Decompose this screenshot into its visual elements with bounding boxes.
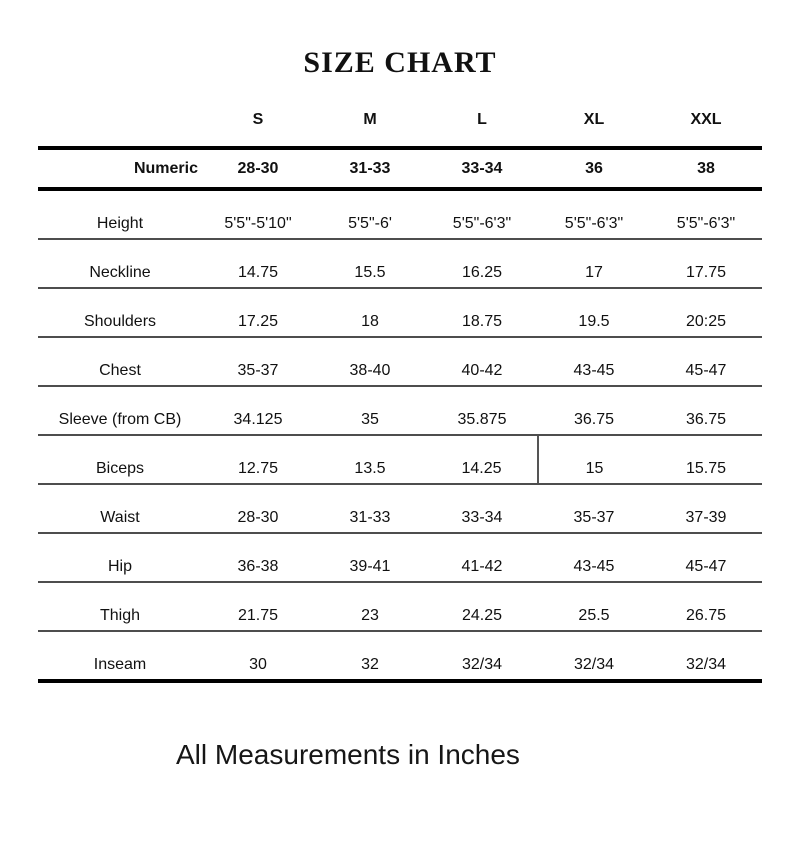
row-neckline-value-m: 15.5 xyxy=(314,239,426,288)
row-waist xyxy=(38,484,762,533)
row-hip-label: Hip xyxy=(38,533,202,582)
row-numeric-value-l: 33-34 xyxy=(426,148,538,189)
column-header-s: S xyxy=(202,94,314,148)
row-height-value-s: 5'5"-5'10" xyxy=(202,189,314,239)
row-chest-value-m: 38-40 xyxy=(314,337,426,386)
row-hip-value-xxl: 45-47 xyxy=(650,533,762,582)
row-neckline-value-xl: 17 xyxy=(538,239,650,288)
row-height-value-m: 5'5"-6' xyxy=(314,189,426,239)
corner-cell xyxy=(38,94,202,148)
row-thigh-value-m: 23 xyxy=(314,582,426,631)
row-inseam-value-xl: 32/34 xyxy=(538,631,650,681)
row-shoulders-value-s: 17.25 xyxy=(202,288,314,337)
row-neckline-value-s: 14.75 xyxy=(202,239,314,288)
row-chest-value-xxl: 45-47 xyxy=(650,337,762,386)
row-neckline xyxy=(38,239,762,288)
row-height-label: Height xyxy=(38,189,202,239)
row-hip xyxy=(38,533,762,582)
row-thigh-value-s: 21.75 xyxy=(202,582,314,631)
row-hip-value-l: 41-42 xyxy=(426,533,538,582)
page-title: SIZE CHART xyxy=(303,46,497,79)
row-numeric-value-m: 31-33 xyxy=(314,148,426,189)
row-waist-value-xxl: 37-39 xyxy=(650,484,762,533)
row-numeric-value-xl: 36 xyxy=(538,148,650,189)
row-waist-value-l: 33-34 xyxy=(426,484,538,533)
row-thigh-value-xxl: 26.75 xyxy=(650,582,762,631)
column-header-xxl: XXL xyxy=(650,94,762,148)
row-inseam xyxy=(38,631,762,681)
row-biceps-label: Biceps xyxy=(38,435,202,484)
row-sleeve-from-cb-label: Sleeve (from CB) xyxy=(38,386,202,435)
row-height xyxy=(38,189,762,239)
header-row xyxy=(38,94,762,148)
row-inseam-value-s: 30 xyxy=(202,631,314,681)
row-biceps xyxy=(38,435,762,484)
row-shoulders-value-xl: 19.5 xyxy=(538,288,650,337)
row-numeric xyxy=(38,148,762,189)
row-shoulders-label: Shoulders xyxy=(38,288,202,337)
row-thigh-value-xl: 25.5 xyxy=(538,582,650,631)
row-shoulders-value-xxl: 20:25 xyxy=(650,288,762,337)
row-biceps-value-xxl: 15.75 xyxy=(650,435,762,484)
row-shoulders-value-l: 18.75 xyxy=(426,288,538,337)
column-header-m: M xyxy=(314,94,426,148)
row-height-value-xxl: 5'5"-6'3" xyxy=(650,189,762,239)
row-inseam-value-m: 32 xyxy=(314,631,426,681)
row-numeric-value-s: 28-30 xyxy=(202,148,314,189)
row-numeric-label: Numeric xyxy=(38,148,202,189)
row-chest-value-xl: 43-45 xyxy=(538,337,650,386)
row-inseam-label: Inseam xyxy=(38,631,202,681)
row-height-value-l: 5'5"-6'3" xyxy=(426,189,538,239)
size-chart-table xyxy=(38,94,762,683)
row-waist-label: Waist xyxy=(38,484,202,533)
row-shoulders-value-m: 18 xyxy=(314,288,426,337)
row-biceps-value-l: 14.25 xyxy=(426,435,538,484)
row-thigh xyxy=(38,582,762,631)
row-biceps-value-s: 12.75 xyxy=(202,435,314,484)
row-inseam-value-xxl: 32/34 xyxy=(650,631,762,681)
row-hip-value-s: 36-38 xyxy=(202,533,314,582)
row-hip-value-xl: 43-45 xyxy=(538,533,650,582)
row-waist-value-xl: 35-37 xyxy=(538,484,650,533)
row-neckline-value-l: 16.25 xyxy=(426,239,538,288)
row-neckline-label: Neckline xyxy=(38,239,202,288)
column-header-l: L xyxy=(426,94,538,148)
row-neckline-value-xxl: 17.75 xyxy=(650,239,762,288)
size-table-body xyxy=(38,148,762,681)
units-note: All Measurements in Inches xyxy=(176,739,520,770)
row-thigh-label: Thigh xyxy=(38,582,202,631)
row-biceps-value-xl: 15 xyxy=(538,435,650,484)
row-waist-value-m: 31-33 xyxy=(314,484,426,533)
row-height-value-xl: 5'5"-6'3" xyxy=(538,189,650,239)
row-sleeve-from-cb-value-xl: 36.75 xyxy=(538,386,650,435)
row-inseam-value-l: 32/34 xyxy=(426,631,538,681)
row-chest xyxy=(38,337,762,386)
row-thigh-value-l: 24.25 xyxy=(426,582,538,631)
row-waist-value-s: 28-30 xyxy=(202,484,314,533)
row-sleeve-from-cb-value-xxl: 36.75 xyxy=(650,386,762,435)
row-biceps-value-m: 13.5 xyxy=(314,435,426,484)
row-shoulders xyxy=(38,288,762,337)
row-sleeve-from-cb-value-l: 35.875 xyxy=(426,386,538,435)
size-column-headers xyxy=(38,94,762,148)
row-sleeve-from-cb-value-s: 34.125 xyxy=(202,386,314,435)
row-chest-label: Chest xyxy=(38,337,202,386)
row-numeric-value-xxl: 38 xyxy=(650,148,762,189)
row-sleeve-from-cb xyxy=(38,386,762,435)
row-chest-value-s: 35-37 xyxy=(202,337,314,386)
row-chest-value-l: 40-42 xyxy=(426,337,538,386)
row-hip-value-m: 39-41 xyxy=(314,533,426,582)
row-sleeve-from-cb-value-m: 35 xyxy=(314,386,426,435)
column-header-xl: XL xyxy=(538,94,650,148)
